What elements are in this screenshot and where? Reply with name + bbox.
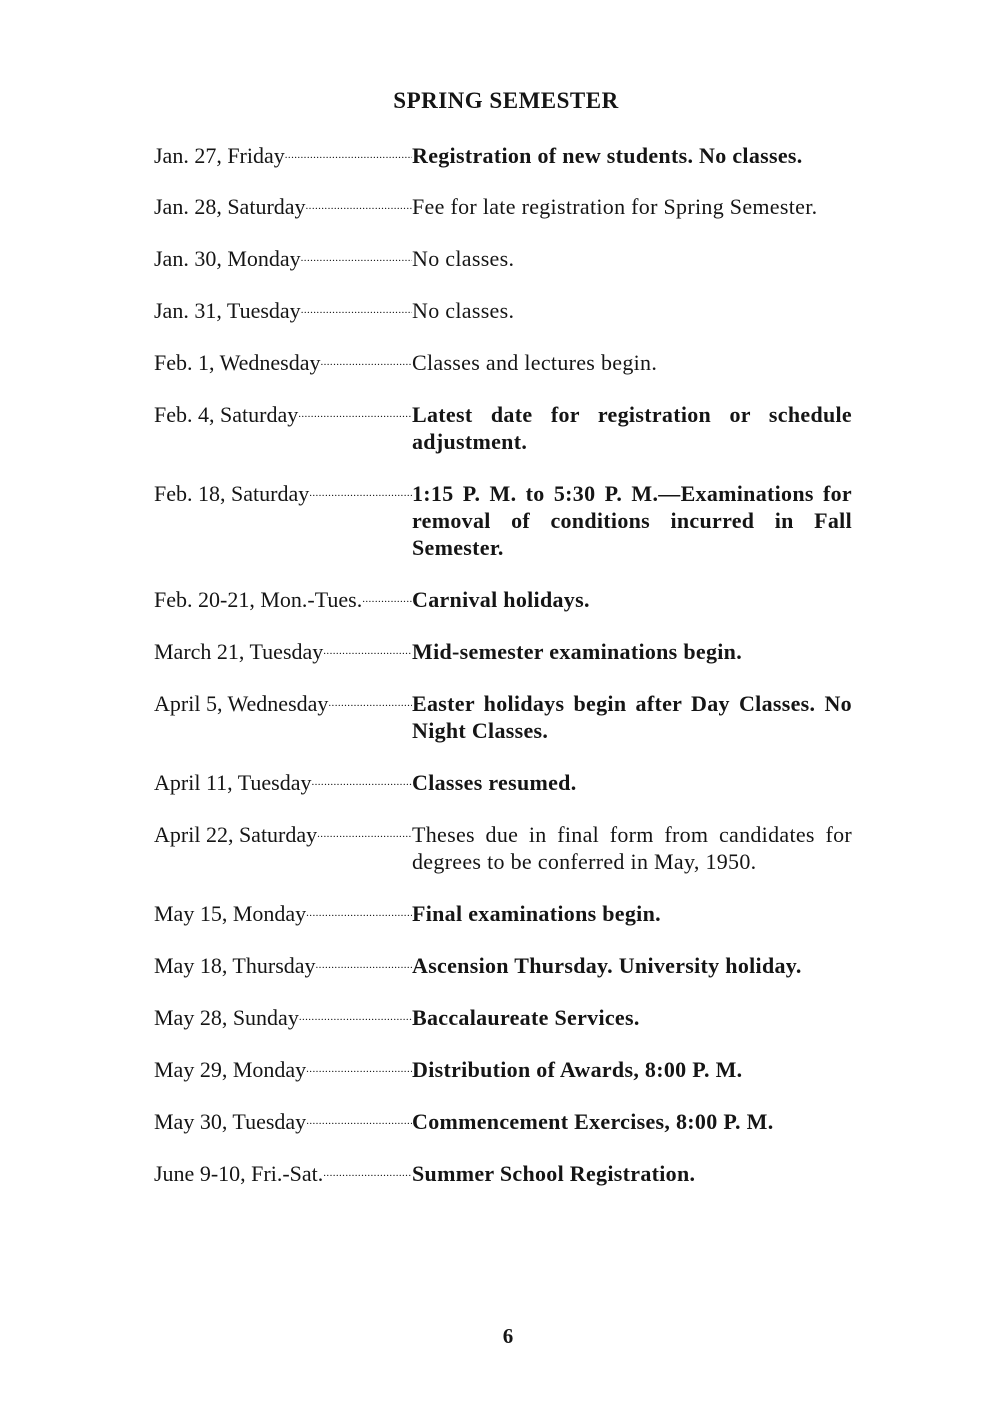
entry-date: May 30, Tuesday	[154, 1109, 307, 1134]
entry-description: No classes.	[412, 246, 515, 271]
entry-description: Summer School Registration.	[412, 1161, 696, 1186]
dot-leader	[311, 769, 412, 796]
entry-date: Feb. 18, Saturday	[154, 481, 310, 506]
calendar-entry	[154, 821, 852, 875]
calendar-entry	[154, 952, 852, 979]
calendar-entry	[154, 1160, 852, 1187]
entry-date: May 29, Monday	[154, 1057, 307, 1082]
calendar-entry	[154, 1108, 852, 1135]
dot-leader	[301, 245, 412, 272]
entry-date: April 22, Saturday	[154, 822, 318, 847]
entry-date: April 5, Wednesday	[154, 691, 329, 716]
calendar-entry	[154, 769, 852, 796]
entry-date: Jan. 30, Monday	[154, 246, 301, 271]
calendar-entry	[154, 480, 852, 561]
calendar-entry	[154, 586, 852, 613]
calendar-entry	[154, 1056, 852, 1083]
entry-date: June 9-10, Fri.-Sat.	[154, 1161, 324, 1186]
entry-date: May 18, Thursday	[154, 953, 316, 978]
calendar-entry	[154, 401, 852, 455]
entry-description: Theses due in final form from candidates for degrees to be conferred in May, 1950.	[412, 822, 852, 874]
calendar-entry	[154, 297, 852, 324]
dot-leader	[323, 1160, 412, 1187]
calendar-entry	[154, 638, 852, 665]
entry-description: Latest date for registration or schedule adjustment.	[412, 402, 852, 454]
entry-description: Final examinations begin.	[412, 901, 661, 926]
dot-leader	[306, 1108, 412, 1135]
dot-leader	[298, 401, 412, 428]
dot-leader	[328, 690, 412, 717]
calendar-entry	[154, 1004, 852, 1031]
dot-leader	[285, 142, 412, 169]
dot-leader	[323, 638, 412, 665]
dot-leader	[316, 952, 412, 979]
entry-description: Mid-semester examinations begin.	[412, 639, 742, 664]
entry-description: Easter holidays begin after Day Classes. No Night Classes.	[412, 691, 852, 743]
entry-date: April 11, Tuesday	[154, 770, 312, 795]
calendar-entry	[154, 349, 852, 376]
dot-leader	[299, 1004, 412, 1031]
entry-date: Jan. 28, Saturday	[154, 194, 306, 219]
entry-date: Jan. 31, Tuesday	[154, 298, 301, 323]
entry-date: Feb. 20-21, Mon.-Tues.	[154, 587, 363, 612]
dot-leader	[317, 821, 412, 848]
entry-date: Jan. 27, Friday	[154, 143, 285, 168]
entry-description: Registration of new students. No classes.	[412, 143, 803, 168]
calendar-entry	[154, 690, 852, 744]
dot-leader	[362, 586, 412, 613]
entry-date: Feb. 4, Saturday	[154, 402, 299, 427]
dot-leader	[306, 1056, 412, 1083]
dot-leader	[309, 480, 412, 507]
calendar-entry	[154, 900, 852, 927]
entry-description: 1:15 P. M. to 5:30 P. M.—Examinations for removal of conditions incurred in Fall Semester.	[412, 481, 852, 560]
entry-description: Classes resumed.	[412, 770, 577, 795]
calendar-entry	[154, 193, 852, 220]
dot-leader	[301, 297, 412, 324]
calendar-entry	[154, 245, 852, 272]
dot-leader	[306, 193, 412, 220]
entry-description: Ascension Thursday. University holiday.	[412, 953, 802, 978]
entry-description: Baccalaureate Services.	[412, 1005, 640, 1030]
entry-description: Classes and lectures begin.	[412, 350, 658, 375]
page-title: SPRING SEMESTER	[393, 88, 619, 113]
entry-date: Feb. 1, Wednesday	[154, 350, 321, 375]
dot-leader	[306, 900, 412, 927]
calendar-list	[154, 142, 852, 1187]
entry-description: Fee for late registration for Spring Semester.	[412, 194, 818, 219]
entry-date: May 15, Monday	[154, 901, 307, 926]
entry-description: Distribution of Awards, 8:00 P. M.	[412, 1057, 743, 1082]
entry-description: No classes.	[412, 298, 515, 323]
entry-date: March 21, Tuesday	[154, 639, 324, 664]
entry-description: Commencement Exercises, 8:00 P. M.	[412, 1109, 774, 1134]
entry-date: May 28, Sunday	[154, 1005, 299, 1030]
page-number: 6	[502, 1324, 514, 1348]
calendar-entry	[154, 142, 852, 169]
entry-description: Carnival holidays.	[412, 587, 590, 612]
dot-leader	[320, 349, 412, 376]
